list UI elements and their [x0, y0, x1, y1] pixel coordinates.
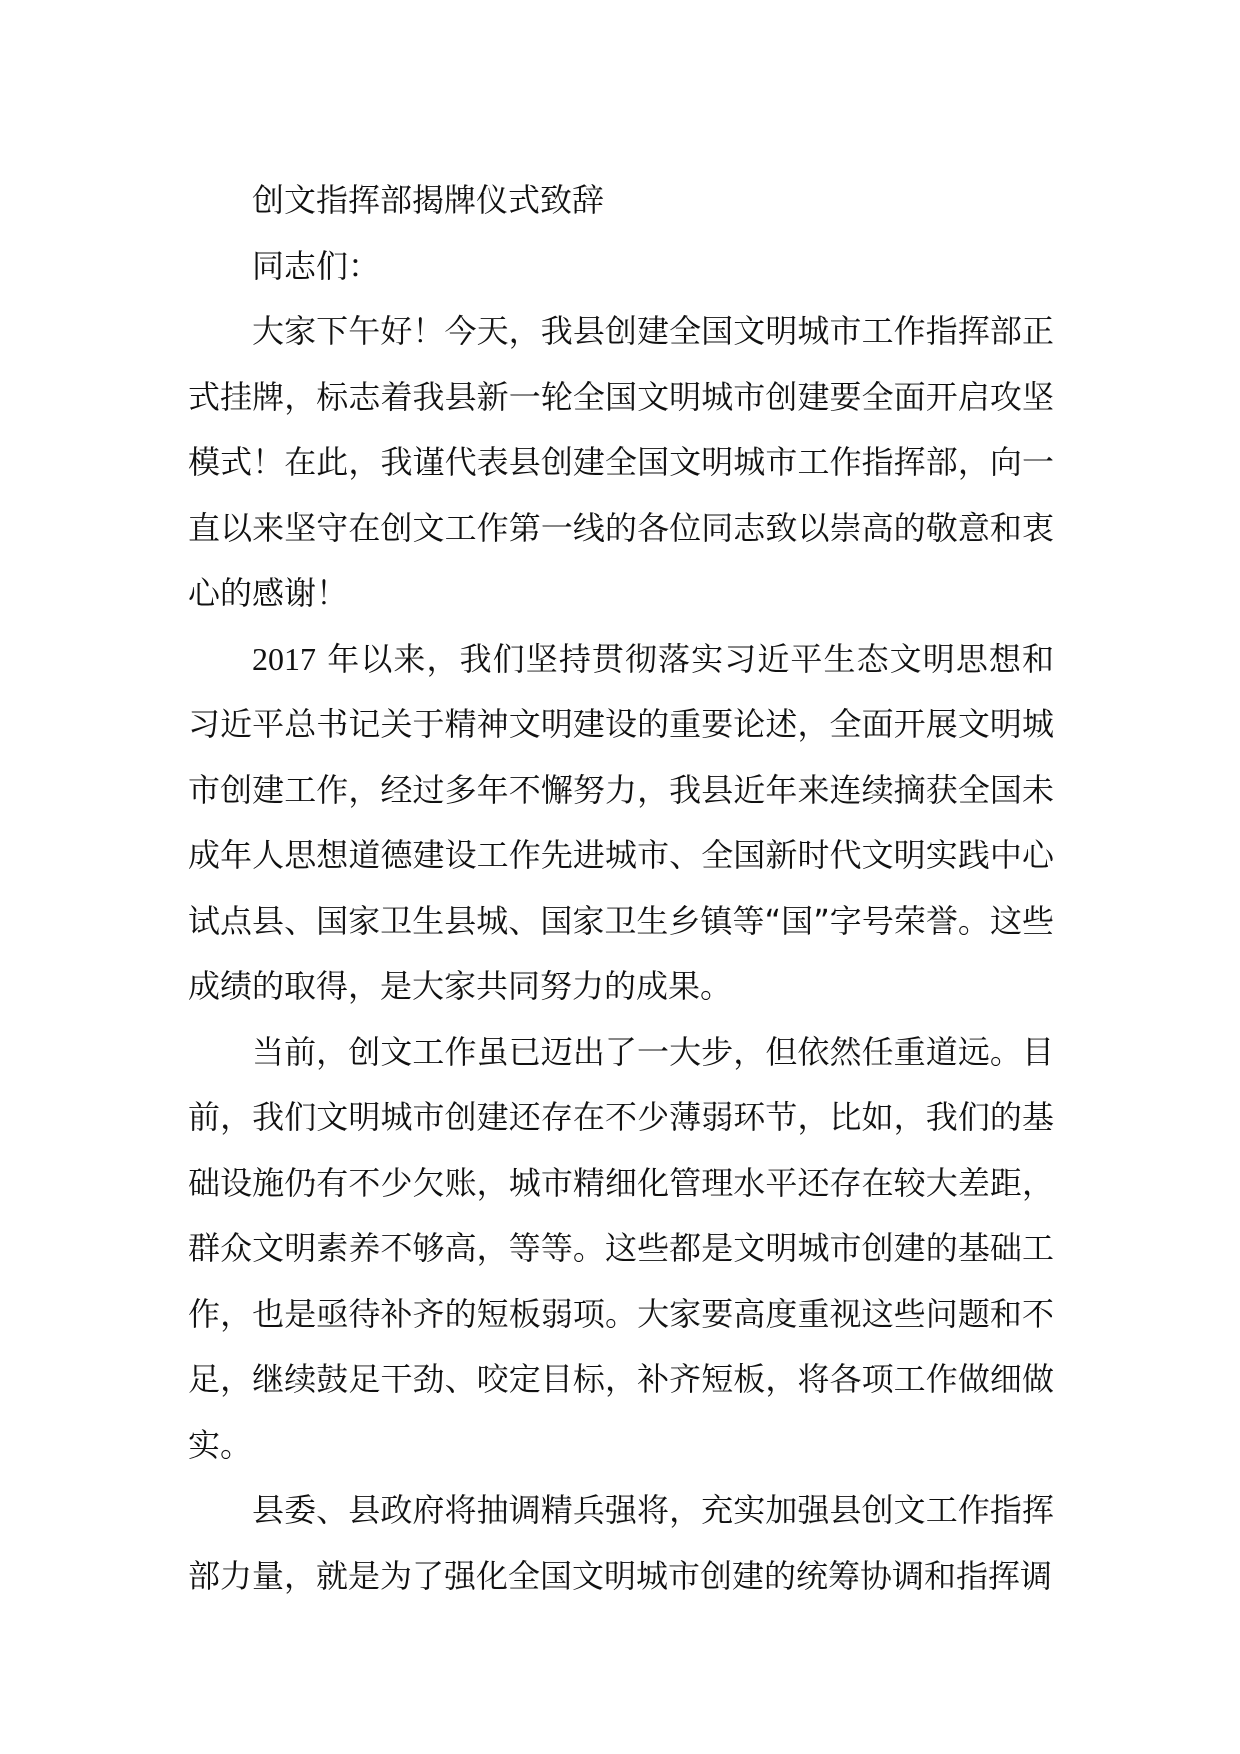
- paragraph-achievements: [188, 627, 1054, 1020]
- salutation: 同志们：: [252, 246, 381, 285]
- document-title: 创文指挥部揭牌仪式致辞: [252, 181, 605, 219]
- paragraph-achievements-text: 年以来，我们坚持贯彻落实习近平生态文明思想和习近平总书记关于精神文明建设的重要论述，全面开展文明城市创建工作，经过多年不懈努力，我县近年来连续摘获全国未成年人思想道德建设工作先进城市、全国新时代文明实践中心试点县、国家卫生县城、国家卫生乡镇等“国”字号荣誉。这些成绩的取得，是大家共同努力的成果。: [188, 639, 1054, 1005]
- paragraph-commitment: 县委、县政府将抽调精兵强将，充实加强县创文工作指挥部力量，就是为了强化全国文明城市创建的统筹协调和指挥调: [188, 1491, 1054, 1595]
- paragraph-greeting: 大家下午好！今天，我县创建全国文明城市工作指挥部正式挂牌，标志着我县新一轮全国文明城市创建要全面开启攻坚模式！在此，我谨代表县创建全国文明城市工作指挥部，向一直以来坚守在创文工作第一线的各位同志致以崇高的敬意和衷心的感谢！: [188, 312, 1054, 612]
- paragraph-challenges: 当前，创文工作虽已迈出了一大步，但依然任重道远。目前，我们文明城市创建还存在不少薄弱环节，比如，我们的基础设施仍有不少欠账，城市精细化管理水平还存在较大差距，群众文明素养不够高，等等。这些都是文明城市创建的基础工作，也是亟待补齐的短板弱项。大家要高度重视这些问题和不足，继续鼓足干劲、咬定目标，补齐短板，将各项工作做细做实。: [188, 1032, 1054, 1464]
- document-body: [188, 168, 1054, 1609]
- year-text: 2017: [252, 640, 316, 677]
